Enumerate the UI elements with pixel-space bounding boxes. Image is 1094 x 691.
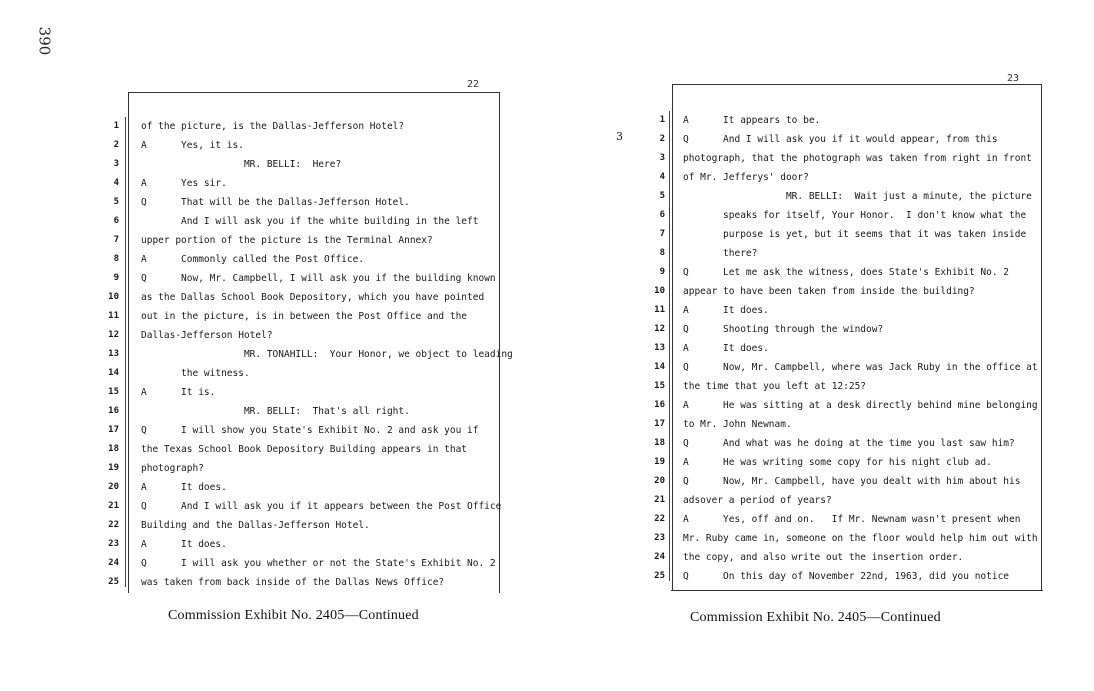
line-number: 17	[654, 419, 665, 429]
transcript-line: to Mr. John Newnam.	[683, 419, 792, 430]
line-number: 19	[108, 463, 119, 473]
line-number: 6	[113, 216, 119, 226]
line-number: 6	[659, 210, 665, 220]
transcript-line: Q Now, Mr. Campbell, I will ask you if the building known	[141, 273, 496, 284]
transcript-line: Q I will show you State's Exhibit No. 2 and ask you if	[141, 425, 479, 436]
transcript-line: A Yes, off and on. If Mr. Newnam wasn't present when	[683, 514, 1021, 525]
exhibit-caption-right: Commission Exhibit No. 2405—Continued	[690, 610, 941, 625]
line-number: 9	[659, 267, 665, 277]
transcript-lines	[683, 111, 1049, 586]
line-number: 18	[654, 438, 665, 448]
transcript-line: Q And what was he doing at the time you last saw him?	[683, 438, 1015, 449]
line-numbers	[649, 111, 665, 586]
line-number: 8	[113, 254, 119, 264]
line-number: 14	[654, 362, 665, 372]
line-number: 18	[108, 444, 119, 454]
line-number: 1	[659, 115, 665, 125]
line-number: 19	[654, 457, 665, 467]
line-number: 20	[108, 482, 119, 492]
line-number: 3	[113, 159, 119, 169]
line-number: 21	[654, 495, 665, 505]
line-number-rule	[125, 117, 126, 587]
transcript-line: A It appears to be.	[683, 115, 821, 126]
transcript-line: Q Now, Mr. Campbell, where was Jack Ruby in the office at	[683, 362, 1038, 373]
transcript-line: was taken from back inside of the Dallas News Office?	[141, 577, 445, 588]
transcript-line: the copy, and also write out the insertion order.	[683, 552, 964, 563]
line-number: 22	[654, 514, 665, 524]
line-number: 9	[113, 273, 119, 283]
transcript-page-left	[108, 79, 513, 593]
line-number: 1	[113, 121, 119, 131]
transcript-line: the Texas School Book Depository Building appears in that	[141, 444, 468, 455]
transcript-line: And I will ask you if the white building in the left	[141, 216, 479, 227]
transcript-line: Q On this day of November 22nd, 1963, did you notice	[683, 571, 1010, 582]
line-number: 5	[659, 191, 665, 201]
transcript-line: photograph?	[141, 463, 204, 474]
transcript-line: there?	[683, 248, 758, 259]
transcript-line: A He was writing some copy for his night club ad.	[683, 457, 992, 468]
line-numbers	[103, 117, 119, 592]
line-number: 4	[659, 172, 665, 182]
transcript-line: A Commonly called the Post Office.	[141, 254, 365, 265]
transcript-line: MR. BELLI: Wait just a minute, the picture	[683, 191, 1032, 202]
transcript-line: Mr. Ruby came in, someone on the floor would help him out with	[683, 533, 1038, 544]
transcript-line: MR. BELLI: That's all right.	[141, 406, 410, 417]
transcript-line: of the picture, is the Dallas-Jefferson Hotel?	[141, 121, 405, 132]
line-number: 13	[654, 343, 665, 353]
line-number: 21	[108, 501, 119, 511]
line-number: 16	[654, 400, 665, 410]
transcript-line: as the Dallas School Book Depository, which you have pointed	[141, 292, 485, 303]
transcript-line: Q I will ask you whether or not the State's Exhibit No. 2	[141, 558, 496, 569]
line-number: 4	[113, 178, 119, 188]
line-number: 10	[108, 292, 119, 302]
line-number: 14	[108, 368, 119, 378]
transcript-lines	[141, 117, 513, 592]
line-number: 23	[108, 539, 119, 549]
line-number: 12	[654, 324, 665, 334]
transcript-line: adsover a period of years?	[683, 495, 832, 506]
transcript-line: Q That will be the Dallas-Jefferson Hotel.	[141, 197, 410, 208]
transcript-line: MR. TONAHILL: Your Honor, we object to leading	[141, 349, 513, 360]
line-number: 5	[113, 197, 119, 207]
transcript-line: A Yes, it is.	[141, 140, 244, 151]
transcript-line: MR. BELLI: Here?	[141, 159, 342, 170]
line-number: 15	[654, 381, 665, 391]
line-number: 24	[654, 552, 665, 562]
transcript-line: A It does.	[141, 539, 227, 550]
transcript-line: photograph, that the photograph was taken from right in front	[683, 153, 1032, 164]
transcript-line: Building and the Dallas-Jefferson Hotel.	[141, 520, 370, 531]
transcript-line: Q Now, Mr. Campbell, have you dealt with him about his	[683, 476, 1021, 487]
transcript-line: A It does.	[683, 343, 769, 354]
line-number: 7	[659, 229, 665, 239]
transcript-page-right	[654, 73, 1042, 591]
line-number: 2	[113, 140, 119, 150]
transcript-line: upper portion of the picture is the Terminal Annex?	[141, 235, 433, 246]
line-number: 7	[113, 235, 119, 245]
transcript-line: Q And I will ask you if it appears between the Post Office	[141, 501, 502, 512]
line-number: 10	[654, 286, 665, 296]
page-number: 23	[1006, 73, 1019, 84]
line-number: 15	[108, 387, 119, 397]
line-number: 13	[108, 349, 119, 359]
transcript-line: appear to have been taken from inside the building?	[683, 286, 975, 297]
line-number: 25	[108, 577, 119, 587]
line-number: 23	[654, 533, 665, 543]
line-number: 22	[108, 520, 119, 530]
transcript-line: Dallas-Jefferson Hotel?	[141, 330, 273, 341]
line-number: 11	[654, 305, 665, 315]
transcript-line: the time that you left at 12:25?	[683, 381, 867, 392]
line-number: 8	[659, 248, 665, 258]
line-number: 16	[108, 406, 119, 416]
line-number: 12	[108, 330, 119, 340]
line-number: 20	[654, 476, 665, 486]
line-number: 17	[108, 425, 119, 435]
transcript-line: the witness.	[141, 368, 250, 379]
exhibit-caption-left: Commission Exhibit No. 2405—Continued	[168, 608, 419, 623]
line-number: 24	[108, 558, 119, 568]
line-number: 11	[108, 311, 119, 321]
transcript-line: Q Shooting through the window?	[683, 324, 884, 335]
side-page-number: 390	[35, 26, 54, 56]
transcript-line: A It does.	[683, 305, 769, 316]
page-number: 22	[466, 79, 479, 90]
transcript-line: A It does.	[141, 482, 227, 493]
transcript-line: of Mr. Jefferys' door?	[683, 172, 809, 183]
line-number-rule	[669, 111, 670, 581]
transcript-line: Q And I will ask you if it would appear, from this	[683, 134, 998, 145]
transcript-line: A It is.	[141, 387, 216, 398]
transcript-line: purpose is yet, but it seems that it was taken inside	[683, 229, 1027, 240]
transcript-line: out in the picture, is in between the Post Office and the	[141, 311, 468, 322]
bottom-rule	[671, 590, 1043, 591]
margin-mark: 3	[616, 130, 623, 143]
transcript-line: A Yes sir.	[141, 178, 227, 189]
line-number: 3	[659, 153, 665, 163]
transcript-line: speaks for itself, Your Honor. I don't know what the	[683, 210, 1027, 221]
transcript-line: A He was sitting at a desk directly behind mine belonging	[683, 400, 1038, 411]
transcript-line: Q Let me ask the witness, does State's Exhibit No. 2	[683, 267, 1010, 278]
line-number: 2	[659, 134, 665, 144]
line-number: 25	[654, 571, 665, 581]
